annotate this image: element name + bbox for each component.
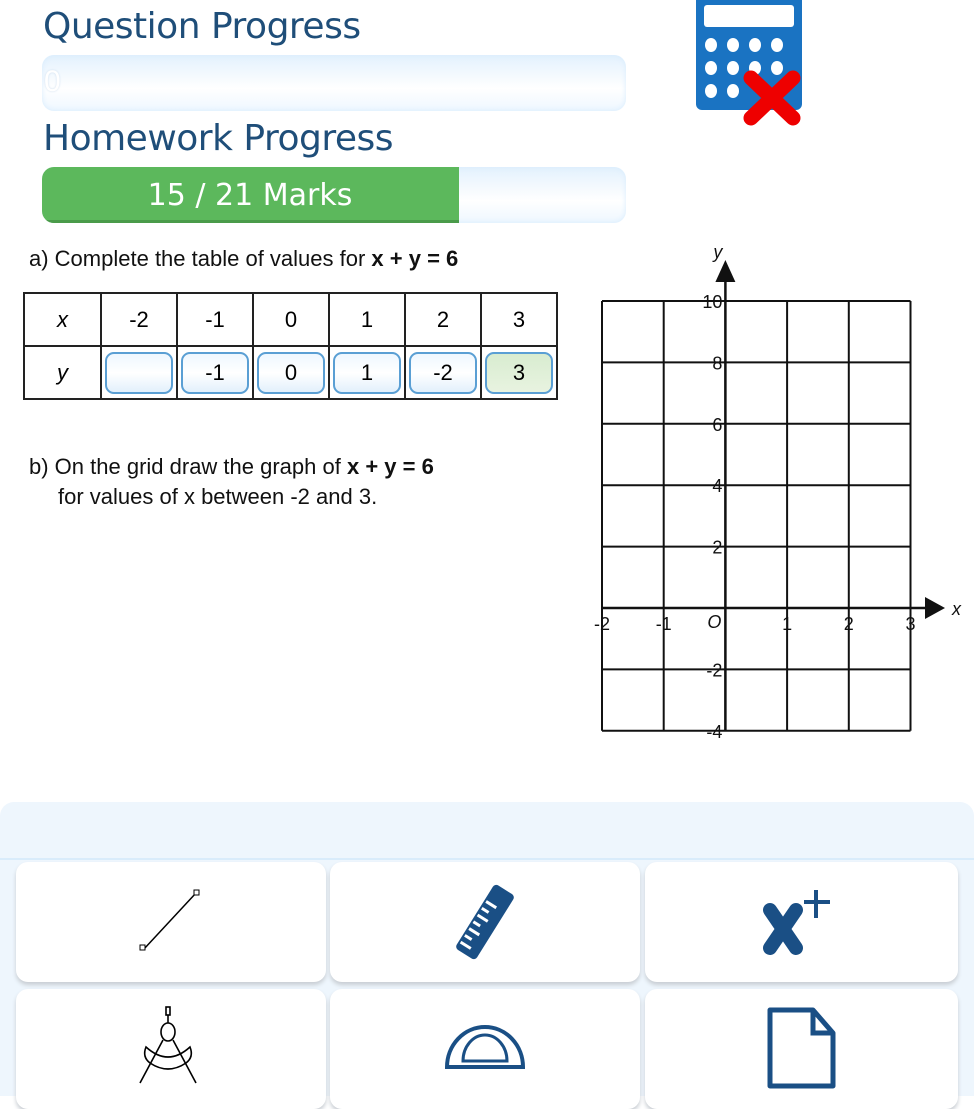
point-tool-button[interactable] xyxy=(645,862,958,982)
homework-progress-title: Homework Progress xyxy=(43,118,394,159)
cross-plus-icon xyxy=(752,882,852,962)
part-a-equation: x + y = 6 xyxy=(371,246,459,271)
x-value: -1 xyxy=(177,293,253,346)
x-tick-label: 2 xyxy=(843,614,854,634)
x-value: 1 xyxy=(329,293,405,346)
line-segment-icon xyxy=(136,887,206,957)
question-progress-bar xyxy=(42,55,626,111)
page-icon xyxy=(767,1007,837,1089)
ruler-icon xyxy=(445,882,525,962)
x-tick-label: 3 xyxy=(905,614,916,634)
calculator-disabled-icon[interactable] xyxy=(696,0,804,128)
y-tick-label: -2 xyxy=(706,660,723,681)
part-b-text: b) On the grid draw the graph of xyxy=(29,454,347,479)
x-tick-label: 1 xyxy=(782,614,793,634)
y-input[interactable]: 1 xyxy=(333,352,401,394)
y-axis-label: y xyxy=(713,242,723,262)
y-tick-label: 10 xyxy=(702,292,723,312)
origin-label: O xyxy=(707,612,722,632)
new-page-tool-button[interactable] xyxy=(645,989,958,1109)
x-axis-arrow-icon xyxy=(925,597,945,619)
y-tick-label: 4 xyxy=(712,476,723,497)
y-header: y xyxy=(24,346,101,399)
y-tick-label: 2 xyxy=(712,537,723,558)
part-b-instruction xyxy=(29,452,434,512)
part-a-instruction xyxy=(29,246,458,272)
y-input[interactable]: 0 xyxy=(257,352,325,394)
x-value: -2 xyxy=(101,293,177,346)
part-b-line2: for values of x between -2 and 3. xyxy=(58,484,378,509)
y-input[interactable]: -2 xyxy=(409,352,477,394)
y-input[interactable] xyxy=(105,352,173,394)
table-of-values xyxy=(23,292,558,400)
x-tick-label: -1 xyxy=(655,614,672,634)
question-progress-value: 0 xyxy=(44,65,61,98)
y-input[interactable]: 3 xyxy=(485,352,553,394)
protractor-icon xyxy=(443,1017,527,1071)
part-a-text: a) Complete the table of values for xyxy=(29,246,372,271)
y-tick-label: 6 xyxy=(712,414,723,435)
question-progress-title: Question Progress xyxy=(43,6,361,47)
table-row-y xyxy=(24,346,557,399)
y-tick-label: -4 xyxy=(706,721,723,742)
x-value: 0 xyxy=(253,293,329,346)
compass-icon xyxy=(136,1005,206,1085)
table-row-x xyxy=(24,293,557,346)
coordinate-grid[interactable] xyxy=(580,240,980,760)
x-value: 2 xyxy=(405,293,481,346)
line-tool-button[interactable] xyxy=(16,862,326,982)
x-header: x xyxy=(24,293,101,346)
x-tick-label: -2 xyxy=(593,614,611,634)
x-axis-label: x xyxy=(952,599,961,619)
part-b-equation: x + y = 6 xyxy=(346,454,434,479)
y-tick-label: 8 xyxy=(712,353,723,374)
y-axis-arrow-icon xyxy=(715,260,735,282)
compass-tool-button[interactable] xyxy=(16,989,326,1109)
homework-progress-label: 15 / 21 Marks xyxy=(147,177,353,213)
homework-progress-bar xyxy=(42,167,626,223)
x-value: 3 xyxy=(481,293,557,346)
ruler-tool-button[interactable] xyxy=(330,862,640,982)
y-input[interactable]: -1 xyxy=(181,352,249,394)
protractor-tool-button[interactable] xyxy=(330,989,640,1109)
